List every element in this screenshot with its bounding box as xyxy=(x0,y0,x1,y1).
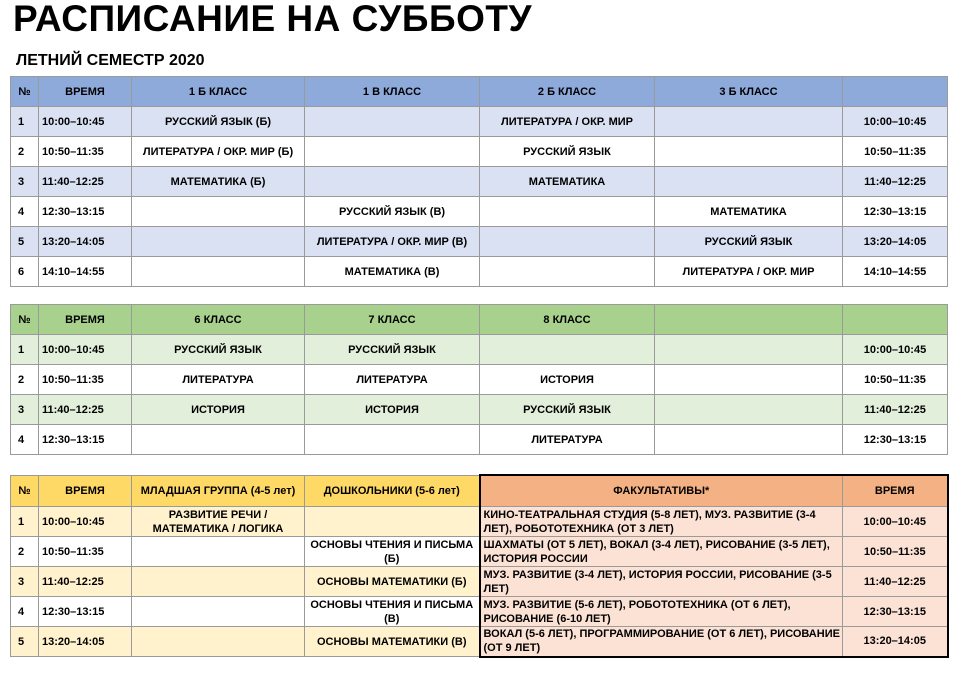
time-cell: 10:00–10:45 xyxy=(39,335,132,365)
lesson-cell: МУЗ. РАЗВИТИЕ (3-4 ЛЕТ), ИСТОРИЯ РОССИИ, РИСОВАНИЕ (3-5 ЛЕТ) xyxy=(480,567,843,597)
table-row xyxy=(11,395,948,425)
time-cell: 11:40–12:25 xyxy=(39,567,132,597)
lesson-cell: МАТЕМАТИКА xyxy=(655,197,843,227)
table2-header-cell: 7 КЛАСС xyxy=(305,305,480,335)
row-number: 1 xyxy=(11,335,39,365)
lesson-cell xyxy=(305,137,480,167)
row-number: 4 xyxy=(11,197,39,227)
lesson-cell: ОСНОВЫ МАТЕМАТИКИ (Б) xyxy=(305,567,480,597)
time-cell: 14:10–14:55 xyxy=(39,257,132,287)
row-number: 2 xyxy=(11,365,39,395)
lesson-cell xyxy=(305,507,480,537)
table-row xyxy=(11,597,948,627)
time-cell: 10:00–10:45 xyxy=(843,107,948,137)
lesson-cell xyxy=(655,107,843,137)
lesson-cell: ЛИТЕРАТУРА xyxy=(480,425,655,455)
lesson-cell xyxy=(305,107,480,137)
page-title: РАСПИСАНИЕ НА СУББОТУ xyxy=(13,0,532,39)
lesson-cell xyxy=(132,597,305,627)
table-row xyxy=(11,167,948,197)
lesson-cell: РУССКИЙ ЯЗЫК (Б) xyxy=(132,107,305,137)
table1-header-cell: 1 Б КЛАСС xyxy=(132,77,305,107)
lesson-cell: ОСНОВЫ ЧТЕНИЯ И ПИСЬМА (В) xyxy=(305,597,480,627)
lesson-cell: МАТЕМАТИКА xyxy=(480,167,655,197)
schedule-table-middle xyxy=(10,304,948,455)
lesson-cell xyxy=(655,167,843,197)
lesson-cell: РУССКИЙ ЯЗЫК xyxy=(305,335,480,365)
table3-header-cell: ВРЕМЯ xyxy=(843,475,948,507)
lesson-cell: МАТЕМАТИКА (Б) xyxy=(132,167,305,197)
table2-header-cell: № xyxy=(11,305,39,335)
time-cell: 12:30–13:15 xyxy=(843,197,948,227)
lesson-cell xyxy=(132,537,305,567)
time-cell: 13:20–14:05 xyxy=(843,627,948,657)
time-cell: 10:50–11:35 xyxy=(843,365,948,395)
lesson-cell: ИСТОРИЯ xyxy=(132,395,305,425)
table2-header-cell xyxy=(655,305,843,335)
table-row xyxy=(11,537,948,567)
lesson-cell xyxy=(132,197,305,227)
table1-header-cell xyxy=(843,77,948,107)
time-cell: 11:40–12:25 xyxy=(843,395,948,425)
table3-header-cell: ДОШКОЛЬНИКИ (5-6 лет) xyxy=(305,475,480,507)
schedule-table-preschool xyxy=(10,474,949,658)
lesson-cell xyxy=(480,257,655,287)
row-number: 5 xyxy=(11,627,39,657)
lesson-cell xyxy=(480,227,655,257)
lesson-cell: ЛИТЕРАТУРА xyxy=(132,365,305,395)
lesson-cell xyxy=(132,567,305,597)
table-row xyxy=(11,567,948,597)
lesson-cell xyxy=(132,227,305,257)
lesson-cell xyxy=(480,335,655,365)
lesson-cell: РУССКИЙ ЯЗЫК xyxy=(480,395,655,425)
time-cell: 14:10–14:55 xyxy=(843,257,948,287)
lesson-cell: ВОКАЛ (5-6 ЛЕТ), ПРОГРАММИРОВАНИЕ (ОТ 6 ЛЕТ), РИСОВАНИЕ (ОТ 9 ЛЕТ) xyxy=(480,627,843,657)
lesson-cell xyxy=(655,365,843,395)
table3-header-cell: ВРЕМЯ xyxy=(39,475,132,507)
time-cell: 13:20–14:05 xyxy=(39,627,132,657)
row-number: 3 xyxy=(11,167,39,197)
table2-header-cell: 6 КЛАСС xyxy=(132,305,305,335)
table-row xyxy=(11,227,948,257)
time-cell: 12:30–13:15 xyxy=(843,597,948,627)
lesson-cell: РАЗВИТИЕ РЕЧИ / МАТЕМАТИКА / ЛОГИКА xyxy=(132,507,305,537)
time-cell: 10:00–10:45 xyxy=(39,107,132,137)
lesson-cell xyxy=(305,167,480,197)
time-cell: 10:50–11:35 xyxy=(39,137,132,167)
table2-header-row xyxy=(11,305,948,335)
page-subtitle: ЛЕТНИЙ СЕМЕСТР 2020 xyxy=(16,52,205,69)
schedule-table-primary xyxy=(10,76,948,287)
row-number: 1 xyxy=(11,107,39,137)
lesson-cell: РУССКИЙ ЯЗЫК xyxy=(480,137,655,167)
table3-header-cell: № xyxy=(11,475,39,507)
table1-header-cell: ВРЕМЯ xyxy=(39,77,132,107)
table-row xyxy=(11,107,948,137)
lesson-cell: РУССКИЙ ЯЗЫК (В) xyxy=(305,197,480,227)
time-cell: 10:50–11:35 xyxy=(39,537,132,567)
lesson-cell: ЛИТЕРАТУРА / ОКР. МИР (Б) xyxy=(132,137,305,167)
table3-header-row xyxy=(11,475,948,507)
lesson-cell xyxy=(132,627,305,657)
lesson-cell: РУССКИЙ ЯЗЫК xyxy=(132,335,305,365)
time-cell: 11:40–12:25 xyxy=(843,567,948,597)
row-number: 2 xyxy=(11,137,39,167)
time-cell: 12:30–13:15 xyxy=(843,425,948,455)
table-row xyxy=(11,137,948,167)
row-number: 6 xyxy=(11,257,39,287)
table-row xyxy=(11,507,948,537)
lesson-cell: ЛИТЕРАТУРА / ОКР. МИР xyxy=(480,107,655,137)
table-row xyxy=(11,627,948,657)
time-cell: 10:00–10:45 xyxy=(843,335,948,365)
time-cell: 11:40–12:25 xyxy=(39,395,132,425)
time-cell: 11:40–12:25 xyxy=(843,167,948,197)
lesson-cell xyxy=(655,137,843,167)
table3-header-cell: ФАКУЛЬТАТИВЫ* xyxy=(480,475,843,507)
lesson-cell: ЛИТЕРАТУРА xyxy=(305,365,480,395)
lesson-cell: ЛИТЕРАТУРА / ОКР. МИР (В) xyxy=(305,227,480,257)
time-cell: 12:30–13:15 xyxy=(39,197,132,227)
lesson-cell xyxy=(305,425,480,455)
table1-header-cell: 2 Б КЛАСС xyxy=(480,77,655,107)
lesson-cell: ИСТОРИЯ xyxy=(480,365,655,395)
table1-header-cell: 1 В КЛАСС xyxy=(305,77,480,107)
lesson-cell: ОСНОВЫ МАТЕМАТИКИ (В) xyxy=(305,627,480,657)
time-cell: 10:50–11:35 xyxy=(843,137,948,167)
time-cell: 10:50–11:35 xyxy=(843,537,948,567)
table3-header-cell: МЛАДШАЯ ГРУППА (4-5 лет) xyxy=(132,475,305,507)
table-row xyxy=(11,335,948,365)
lesson-cell xyxy=(132,257,305,287)
lesson-cell xyxy=(655,395,843,425)
time-cell: 13:20–14:05 xyxy=(39,227,132,257)
table2-header-cell: ВРЕМЯ xyxy=(39,305,132,335)
table-row xyxy=(11,197,948,227)
table1-header-row xyxy=(11,77,948,107)
lesson-cell xyxy=(655,425,843,455)
row-number: 3 xyxy=(11,567,39,597)
time-cell: 12:30–13:15 xyxy=(39,425,132,455)
lesson-cell: ОСНОВЫ ЧТЕНИЯ И ПИСЬМА (Б) xyxy=(305,537,480,567)
time-cell: 13:20–14:05 xyxy=(843,227,948,257)
time-cell: 12:30–13:15 xyxy=(39,597,132,627)
lesson-cell: МУЗ. РАЗВИТИЕ (5-6 ЛЕТ), РОБОТОТЕХНИКА (ОТ 6 ЛЕТ), РИСОВАНИЕ (6-10 ЛЕТ) xyxy=(480,597,843,627)
table2-header-cell: 8 КЛАСС xyxy=(480,305,655,335)
row-number: 4 xyxy=(11,425,39,455)
lesson-cell: ШАХМАТЫ (ОТ 5 ЛЕТ), ВОКАЛ (3-4 ЛЕТ), РИСОВАНИЕ (3-5 ЛЕТ), ИСТОРИЯ РОССИИ xyxy=(480,537,843,567)
lesson-cell: ИСТОРИЯ xyxy=(305,395,480,425)
table1-header-cell: 3 Б КЛАСС xyxy=(655,77,843,107)
lesson-cell: КИНО-ТЕАТРАЛЬНАЯ СТУДИЯ (5-8 ЛЕТ), МУЗ. РАЗВИТИЕ (3-4 ЛЕТ), РОБОТОТЕХНИКА (ОТ 3 ЛЕТ) xyxy=(480,507,843,537)
time-cell: 10:00–10:45 xyxy=(843,507,948,537)
lesson-cell xyxy=(132,425,305,455)
row-number: 5 xyxy=(11,227,39,257)
lesson-cell: ЛИТЕРАТУРА / ОКР. МИР xyxy=(655,257,843,287)
lesson-cell xyxy=(655,335,843,365)
row-number: 2 xyxy=(11,537,39,567)
lesson-cell xyxy=(480,197,655,227)
time-cell: 11:40–12:25 xyxy=(39,167,132,197)
table1-header-cell: № xyxy=(11,77,39,107)
time-cell: 10:00–10:45 xyxy=(39,507,132,537)
table2-header-cell xyxy=(843,305,948,335)
row-number: 1 xyxy=(11,507,39,537)
table-row xyxy=(11,425,948,455)
lesson-cell: МАТЕМАТИКА (В) xyxy=(305,257,480,287)
table-row xyxy=(11,365,948,395)
lesson-cell: РУССКИЙ ЯЗЫК xyxy=(655,227,843,257)
table-row xyxy=(11,257,948,287)
time-cell: 10:50–11:35 xyxy=(39,365,132,395)
row-number: 3 xyxy=(11,395,39,425)
row-number: 4 xyxy=(11,597,39,627)
